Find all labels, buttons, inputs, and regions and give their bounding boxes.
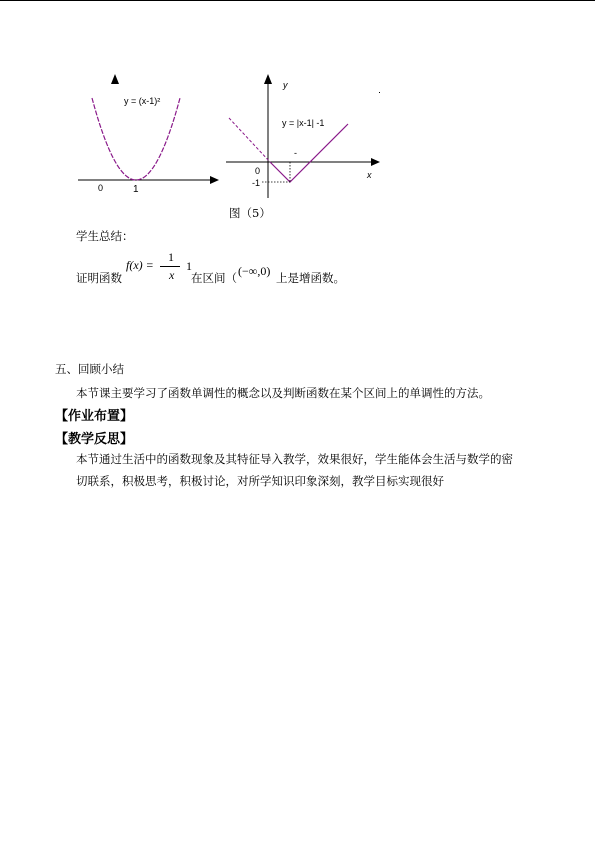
proof-function: f(x) = <box>126 258 154 272</box>
v-left-dashed <box>229 118 270 162</box>
left-origin-label: 0 <box>98 183 104 193</box>
right-y-arrow <box>264 74 272 84</box>
proof-prefix: 证明函数 <box>76 271 122 285</box>
top-rule <box>0 0 595 1</box>
stray-dot <box>379 92 380 93</box>
right-graph <box>222 74 387 199</box>
right-x-label: x <box>367 170 372 180</box>
left-graph-label: y = (x-1)² <box>124 96 161 106</box>
right-origin-label: 0 <box>255 166 261 176</box>
right-neg-tick: -1 <box>252 178 261 188</box>
v-solid <box>270 124 348 182</box>
right-graph-label: y = |x-1| -1 <box>282 118 325 128</box>
proof-interval: (−∞,0) <box>238 264 271 278</box>
proof-suffix: 上是增函数。 <box>276 271 345 285</box>
right-x-arrow <box>371 158 380 166</box>
fraction-numerator: 1 <box>168 250 174 264</box>
right-dash-tick: - <box>294 148 297 158</box>
reflection-heading: 【教学反思】 <box>55 432 134 447</box>
right-y-label: y <box>283 80 288 90</box>
proof-middle: 在区间（ <box>191 271 237 285</box>
parabola-curve <box>92 98 180 180</box>
left-tick-label: 1 <box>133 184 139 195</box>
left-graph <box>72 70 222 195</box>
proof-extra: 1 <box>186 259 192 273</box>
figure-caption: 图（5） <box>229 206 271 220</box>
reflection-line2: 切联系，积极思考，积极讨论，对所学知识印象深刻，教学目标实现很好 <box>76 474 444 488</box>
fraction-bar <box>160 266 180 267</box>
section5-text: 本节课主要学习了函数单调性的概念以及判断函数在某个区间上的单调性的方法。 <box>76 386 490 400</box>
reflection-line1: 本节通过生活中的函数现象及其特征导入教学，效果很好，学生能体会生活与数学的密 <box>76 452 513 466</box>
left-y-arrow <box>111 74 119 84</box>
student-summary: 学生总结： <box>76 229 134 243</box>
fraction-denominator: x <box>169 268 175 282</box>
section5-title: 五、回顾小结 <box>55 362 124 376</box>
left-x-arrow <box>210 176 219 184</box>
homework-heading: 【作业布置】 <box>55 409 134 424</box>
